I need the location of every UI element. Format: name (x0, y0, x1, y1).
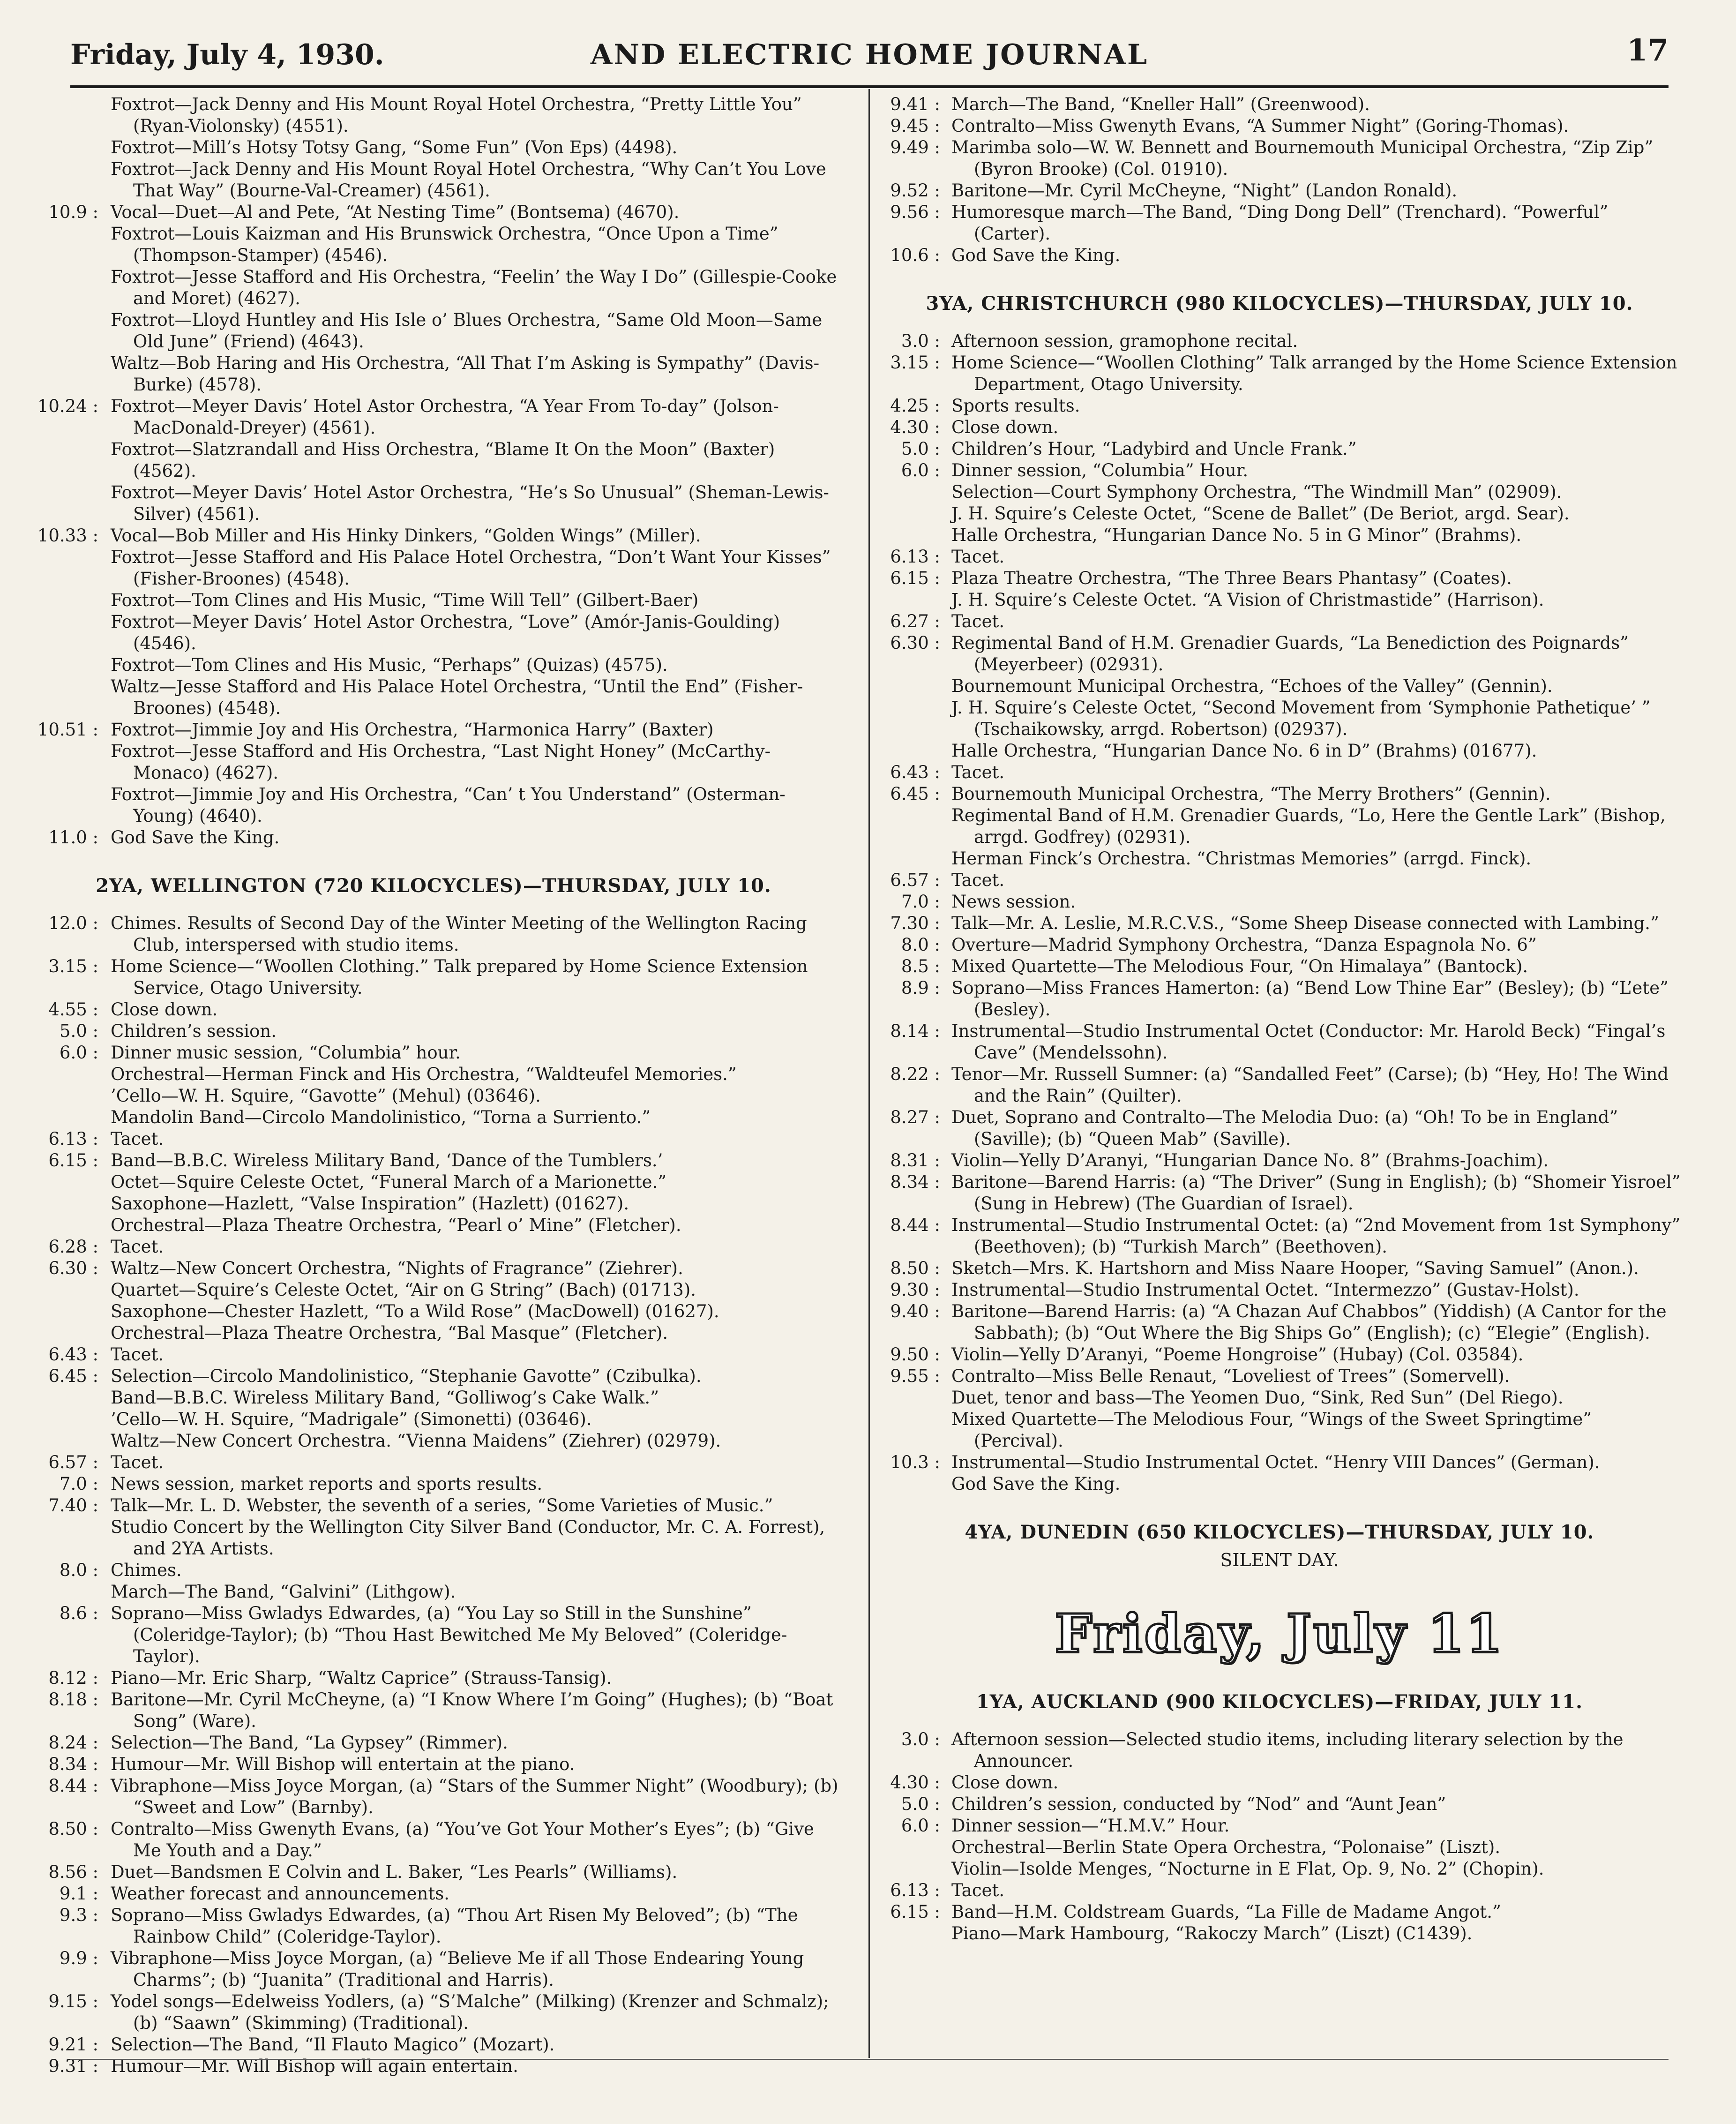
program-entry (876, 1107, 1683, 1150)
program-entry (28, 1128, 839, 1150)
program-entry (28, 1495, 839, 1560)
program-item: Marimba solo—W. W. Bennett and Bournemouth Municipal Orchestra, “Zip Zip” (Byron Brooke) (Col. 01910). (951, 137, 1654, 179)
program-entry (876, 94, 1683, 115)
program-time: 9.1 : (59, 1884, 98, 1904)
program-entry (876, 1279, 1683, 1301)
program-entry (876, 438, 1683, 460)
program-entry (876, 546, 1683, 568)
program-item: Orchestral—Plaza Theatre Orchestra, “Pearl o’ Mine” (Fletcher). (111, 1215, 681, 1235)
program-entry (28, 956, 839, 999)
program-entry (876, 934, 1683, 956)
program-time: 3.15 : (890, 353, 940, 373)
program-item: Tacet. (951, 1880, 1005, 1900)
program-item: Tacet. (111, 1129, 164, 1149)
program-item: Tacet. (951, 762, 1005, 782)
footer-rule (70, 2059, 1669, 2060)
program-item: Baritone—Mr. Cyril McCheyne, (a) “I Know Where I’m Going” (Hughes); (b) “Boat Song” (Ware). (111, 1689, 833, 1731)
program-time: 4.25 : (890, 396, 940, 416)
program-time: 9.52 : (890, 180, 940, 201)
program-item: Afternoon session—Selected studio items, including literary selection by the Announcer. (951, 1729, 1624, 1771)
program-time: 8.50 : (48, 1819, 98, 1839)
program-item: Dinner session—“H.M.V.” Hour. (951, 1816, 1230, 1836)
program-item: Duet—Bandsmen E Colvin and L. Baker, “Les Pearls” (Williams). (111, 1862, 678, 1882)
program-entry (876, 202, 1683, 245)
program-item: Band—B.B.C. Wireless Military Band, ‘Dance of the Tumblers.’ (111, 1150, 663, 1171)
program-time: 9.21 : (48, 2034, 98, 2055)
program-item: Halle Orchestra, “Hungarian Dance No. 6 in D” (Brahms) (01677). (951, 741, 1537, 761)
program-item: Soprano—Miss Gwladys Edwardes, (a) “Thou Art Risen My Beloved”; (b) “The Rainbow Child” (Coleridge-Taylor). (111, 1905, 798, 1947)
program-time: 6.15 : (890, 1902, 940, 1922)
program-entry (28, 1991, 839, 2034)
program-time: 9.50 : (890, 1344, 940, 1365)
program-item: Selection—Court Symphony Orchestra, “The Windmill Man” (02909). (951, 482, 1562, 502)
program-time: 6.28 : (48, 1237, 98, 1257)
column-divider (868, 89, 870, 2058)
program-item: Tacet. (111, 1452, 164, 1472)
program-time: 6.57 : (48, 1452, 98, 1472)
program-item: Baritone—Barend Harris: (a) “The Driver” (Sung in English); (b) “Shomeir Yisroel” (Sung in Hebrew) (The Guardian of Israel). (951, 1172, 1681, 1214)
program-item: Foxtrot—Jesse Stafford and His Palace Hotel Orchestra, “Don’t Want Your Kisses” (Fisher-Broones) (4548). (111, 547, 831, 589)
program-item: Herman Finck’s Orchestra. “Christmas Memories” (arrgd. Finck). (951, 848, 1532, 869)
program-time: 8.0 : (59, 1560, 98, 1580)
program-item: Soprano—Miss Frances Hamerton: (a) “Bend Low Thine Ear” (Besley); (b) “L’ete” (Besley). (951, 978, 1669, 1020)
program-item: Children’s session. (111, 1021, 277, 1041)
program-item: God Save the King. (951, 245, 1121, 265)
program-entry (876, 352, 1683, 395)
program-entry (876, 395, 1683, 417)
program-item: Tacet. (111, 1344, 164, 1365)
program-entry (876, 891, 1683, 913)
program-time: 9.31 : (48, 2056, 98, 2076)
program-entry (28, 1042, 839, 1128)
program-item: ’Cello—W. H. Squire, “Madrigale” (Simonetti) (03646). (111, 1409, 592, 1429)
program-time: 6.13 : (48, 1129, 98, 1149)
program-item: Instrumental—Studio Instrumental Octet: (a) “2nd Movement from 1st Symphony” (Beethoven); (b) “Turkish March” (Beethoven). (951, 1215, 1681, 1257)
program-time: 10.51 : (37, 720, 98, 740)
program-entry (876, 1794, 1683, 1815)
program-time: 3.0 : (901, 331, 940, 351)
program-time: 6.0 : (59, 1043, 98, 1063)
program-item: Foxtrot—Jack Denny and His Mount Royal Hotel Orchestra, “Why Can’t You Love That Way” (Bourne-Val-Creamer) (4561). (111, 159, 826, 201)
program-entry (28, 999, 839, 1021)
program-time: 6.0 : (901, 1816, 940, 1836)
program-item: Studio Concert by the Wellington City Silver Band (Conductor, Mr. C. A. Forrest), and 2YA Artists. (111, 1517, 825, 1559)
program-entry (28, 1473, 839, 1495)
program-item: Contralto—Miss Belle Renaut, “Loveliest of Trees” (Somervell). (951, 1366, 1510, 1386)
program-item: Instrumental—Studio Instrumental Octet. “Intermezzo” (Gustav-Holst). (951, 1280, 1579, 1300)
program-item: Home Science—“Woollen Clothing” Talk arranged by the Home Science Extension Department, Otago University. (951, 353, 1677, 394)
program-time: 9.41 : (890, 94, 940, 114)
program-entry (876, 1301, 1683, 1344)
program-entry (876, 1258, 1683, 1279)
program-item: Overture—Madrid Symphony Orchestra, “Danza Espagnola No. 6” (951, 935, 1537, 955)
program-time: 8.44 : (890, 1215, 940, 1235)
program-item: Halle Orchestra, “Hungarian Dance No. 5 in G Minor” (Brahms). (951, 525, 1522, 545)
program-item: Home Science—“Woollen Clothing.” Talk prepared by Home Science Extension Service, Otago University. (111, 956, 808, 998)
program-entry (876, 330, 1683, 352)
program-item: Instrumental—Studio Instrumental Octet. “Henry VIII Dances” (German). (951, 1452, 1600, 1472)
program-item: Quartet—Squire’s Celeste Octet, “Air on G String” (Bach) (01713). (111, 1280, 696, 1300)
page-number: 17 (1626, 33, 1669, 68)
program-entry (876, 611, 1683, 632)
program-time: 11.0 : (48, 827, 98, 848)
program-entry (876, 1815, 1683, 1880)
program-time: 7.40 : (48, 1495, 98, 1516)
program-time: 7.0 : (901, 892, 940, 912)
program-entry (28, 1775, 839, 1818)
program-entry (876, 417, 1683, 438)
program-item: Humour—Mr. Will Bishop will entertain at the piano. (111, 1754, 575, 1774)
program-item: Foxtrot—Jimmie Joy and His Orchestra, “Can’ t You Understand” (Osterman-Young) (4640). (111, 784, 786, 826)
program-entry (876, 245, 1683, 266)
program-item: God Save the King. (951, 1474, 1121, 1494)
program-item: Mandolin Band—Circolo Mandolinistico, “Torna a Surriento.” (111, 1107, 651, 1127)
program-entry (28, 1603, 839, 1667)
program-item: God Save the King. (111, 827, 280, 848)
program-entry (28, 1732, 839, 1754)
program-time: 9.15 : (48, 1991, 98, 2011)
program-item: Orchestral—Herman Finck and His Orchestra, “Waldteufel Memories.” (111, 1064, 737, 1084)
program-entry (28, 1344, 839, 1366)
program-entry (28, 1452, 839, 1473)
program-item: J. H. Squire’s Celeste Octet. “A Vision of Christmastide” (Harrison). (951, 590, 1544, 610)
program-time: 6.30 : (48, 1258, 98, 1278)
program-entry (876, 1880, 1683, 1901)
program-time: 8.34 : (890, 1172, 940, 1192)
program-entry (876, 913, 1683, 934)
program-time: 8.22 : (890, 1064, 940, 1084)
program-item: Tacet. (111, 1237, 164, 1257)
program-time: 6.45 : (48, 1366, 98, 1386)
program-time: 10.9 : (48, 202, 98, 222)
program-item: Sports results. (951, 396, 1080, 416)
program-item: Regimental Band of H.M. Grenadier Guards, “Lo, Here the Gentle Lark” (Bishop, arrgd. Godfrey) (02931). (951, 805, 1666, 847)
program-time: 5.0 : (901, 439, 940, 459)
program-time: 3.0 : (901, 1729, 940, 1749)
program-item: Duet, Soprano and Contralto—The Melodia Duo: (a) “Oh! To be in England” (Saville); (b) “Queen Mab” (Saville). (951, 1107, 1618, 1149)
program-entry (876, 956, 1683, 977)
program-item: Vocal—Bob Miller and His Hinky Dinkers, “Golden Wings” (Miller). (111, 525, 701, 546)
program-time: 9.3 : (59, 1905, 98, 1925)
program-entry (876, 632, 1683, 762)
header-date: Friday, July 4, 1930. (70, 38, 384, 71)
program-item: Talk—Mr. A. Leslie, M.R.C.V.S., “Some Sheep Disease connected with Lambing.” (951, 913, 1659, 933)
program-entry (876, 568, 1683, 611)
program-item: Talk—Mr. L. D. Webster, the seventh of a series, “Some Varieties of Music.” (111, 1495, 773, 1516)
program-entry (876, 1021, 1683, 1064)
program-time: 8.18 : (48, 1689, 98, 1710)
program-item: Selection—The Band, “Il Flauto Magico” (Mozart). (111, 2034, 555, 2055)
program-entry (876, 1215, 1683, 1258)
program-time: 8.12 : (48, 1668, 98, 1688)
program-time: 6.15 : (890, 568, 940, 588)
program-time: 9.45 : (890, 116, 940, 136)
program-entry (876, 115, 1683, 137)
program-item: Chimes. Results of Second Day of the Winter Meeting of the Wellington Racing Club, interspersed with studio items. (111, 913, 807, 955)
program-time: 6.43 : (890, 762, 940, 782)
program-item: Weather forecast and announcements. (111, 1884, 449, 1904)
program-item: Band—H.M. Coldstream Guards, “La Fille de Madame Angot.” (951, 1902, 1501, 1922)
program-time: 4.30 : (890, 417, 940, 437)
program-item: Soprano—Miss Gwladys Edwardes, (a) “You Lay so Still in the Sunshine” (Coleridge-Taylor); (b) “Thou Hast Bewitched Me My Beloved” (Coleridge-Taylor). (111, 1603, 787, 1666)
program-time: 12.0 : (48, 913, 98, 933)
program-time: 8.9 : (901, 978, 940, 998)
program-item: March—The Band, “Galvini” (Lithgow). (111, 1582, 456, 1602)
program-entry (876, 180, 1683, 202)
program-item: Dinner music session, “Columbia” hour. (111, 1043, 461, 1063)
program-item: Foxtrot—Meyer Davis’ Hotel Astor Orchestra, “He’s So Unusual” (Sheman-Lewis-Silver) (4561). (111, 482, 829, 524)
program-item: Foxtrot—Jimmie Joy and His Orchestra, “Harmonica Harry” (Baxter) (111, 720, 714, 740)
program-item: Instrumental—Studio Instrumental Octet (Conductor: Mr. Harold Beck) “Fingal’s Cave” (Mendelssohn). (951, 1021, 1666, 1063)
program-time: 8.14 : (890, 1021, 940, 1041)
program-item: Children’s Hour, “Ladybird and Uncle Frank.” (951, 439, 1357, 459)
program-time: 10.3 : (890, 1452, 940, 1472)
day-heading: Friday, July 11 (1055, 1603, 1504, 1665)
program-item: Bournemouth Municipal Orchestra, “The Merry Brothers” (Gennin). (951, 784, 1551, 804)
program-item: Vocal—Duet—Al and Pete, “At Nesting Time” (Bontsema) (4670). (111, 202, 680, 222)
program-item: Dinner session, “Columbia” Hour. (951, 460, 1249, 480)
program-item: Waltz—New Concert Orchestra, “Nights of Fragrance” (Ziehrer). (111, 1258, 683, 1278)
program-entry (28, 1818, 839, 1861)
program-item: Band—B.B.C. Wireless Military Band, “Golliwog’s Cake Walk.” (111, 1388, 659, 1408)
program-item: Violin—Yelly D’Aranyi, “Poeme Hongroise” (Hubay) (Col. 03584). (951, 1344, 1524, 1365)
program-time: 10.6 : (890, 245, 940, 265)
program-item: Piano—Mr. Eric Sharp, “Waltz Caprice” (Strauss-Tansig). (111, 1668, 612, 1688)
program-entry (876, 1171, 1683, 1215)
program-item: J. H. Squire’s Celeste Octet, “Second Movement from ‘Symphonie Pathetique’ ” (Tschaikowsky, arrgd. Robertson) (02937). (951, 698, 1651, 739)
program-item: Foxtrot—Jack Denny and His Mount Royal Hotel Orchestra, “Pretty Little You” (Ryan-Violonsky) (4551). (111, 94, 802, 136)
program-item: Waltz—Jesse Stafford and His Palace Hotel Orchestra, “Until the End” (Fisher-Broones) (4548). (111, 676, 803, 718)
program-entry (876, 762, 1683, 783)
program-entry (28, 1021, 839, 1042)
program-time: 8.34 : (48, 1754, 98, 1774)
program-item: Foxtrot—Meyer Davis’ Hotel Astor Orchestra, “A Year From To-day” (Jolson-MacDonald-Dreyer) (4561). (111, 396, 779, 438)
program-entry (28, 719, 839, 827)
program-time: 9.9 : (59, 1948, 98, 1968)
program-item: Foxtrot—Slatzrandall and Hiss Orchestra, “Blame It On the Moon” (Baxter) (4562). (111, 439, 775, 481)
program-item: Afternoon session, gramophone recital. (951, 331, 1298, 351)
program-entry (28, 202, 839, 396)
program-time: 10.24 : (37, 396, 98, 416)
program-entry (876, 460, 1683, 546)
program-time: 9.56 : (890, 202, 940, 222)
program-item: Violin—Yelly D’Aranyi, “Hungarian Dance No. 8” (Brahms-Joachim). (951, 1150, 1549, 1171)
program-time: 8.56 : (48, 1862, 98, 1882)
program-item: Saxophone—Chester Hazlett, “To a Wild Rose” (MacDowell) (01627). (111, 1301, 719, 1321)
program-time: 8.50 : (890, 1258, 940, 1278)
program-time: 5.0 : (59, 1021, 98, 1041)
header-title: AND ELECTRIC HOME JOURNAL (590, 38, 1149, 71)
program-time: 6.45 : (890, 784, 940, 804)
program-entry (876, 1366, 1683, 1452)
program-time: 9.30 : (890, 1280, 940, 1300)
program-time: 6.13 : (890, 1880, 940, 1900)
program-item: Close down. (951, 417, 1059, 437)
program-item: Close down. (951, 1772, 1059, 1793)
program-entry (28, 1754, 839, 1775)
program-entry (28, 913, 839, 956)
program-item: Foxtrot—Lloyd Huntley and His Isle o’ Blues Orchestra, “Same Old Moon—Same Old June” (Friend) (4643). (111, 310, 823, 352)
program-item: Vibraphone—Miss Joyce Morgan, (a) “Believe Me if all Those Endearing Young Charms”; (b) “Juanita” (Traditional and Harris). (111, 1948, 804, 1990)
program-item: Tacet. (951, 611, 1005, 631)
program-item: ’Cello—W. H. Squire, “Gavotte” (Mehul) (03646). (111, 1086, 541, 1106)
program-time: 6.27 : (890, 611, 940, 631)
program-time: 8.5 : (901, 956, 940, 976)
program-entry (28, 1883, 839, 1905)
program-time: 4.55 : (48, 999, 98, 1020)
program-entry (876, 1150, 1683, 1171)
program-item: March—The Band, “Kneller Hall” (Greenwood). (951, 94, 1370, 114)
station-note: SILENT DAY. (1220, 1550, 1339, 1570)
program-entry (28, 1861, 839, 1883)
program-item: Plaza Theatre Orchestra, “The Three Bears Phantasy” (Coates). (951, 568, 1512, 588)
program-item: Close down. (111, 999, 218, 1020)
program-time: 8.24 : (48, 1733, 98, 1753)
program-item: Humoresque march—The Band, “Ding Dong Dell” (Trenchard). “Powerful” (Carter). (951, 202, 1609, 244)
program-item: Tacet. (951, 870, 1005, 890)
program-item: Orchestral—Plaza Theatre Orchestra, “Bal Masque” (Fletcher). (111, 1323, 668, 1343)
program-time: 4.30 : (890, 1772, 940, 1793)
program-item: Baritone—Mr. Cyril McCheyne, “Night” (Landon Ronald). (951, 180, 1458, 201)
program-time: 9.40 : (890, 1301, 940, 1321)
program-item: Foxtrot—Mill’s Hotsy Totsy Gang, “Some Fun” (Von Eps) (4498). (111, 137, 678, 158)
left-column (28, 94, 839, 2077)
station-heading: 3YA, CHRISTCHURCH (980 KILOCYCLES)—THURSDAY, JULY 10. (926, 293, 1633, 315)
program-entry (28, 827, 839, 848)
program-item: Bournemount Municipal Orchestra, “Echoes of the Valley” (Gennin). (951, 676, 1553, 696)
program-item: Sketch—Mrs. K. Hartshorn and Miss Naare Hooper, “Saving Samuel” (Anon.). (951, 1258, 1639, 1278)
program-time: 9.49 : (890, 137, 940, 158)
program-item: Vibraphone—Miss Joyce Morgan, (a) “Stars of the Summer Night” (Woodbury); (b) “Sweet and Low” (Barnby). (111, 1776, 838, 1817)
program-entry (28, 1258, 839, 1344)
program-time: 8.27 : (890, 1107, 940, 1127)
program-entry (28, 2034, 839, 2056)
program-item: Foxtrot—Tom Clines and His Music, “Perhaps” (Quizas) (4575). (111, 655, 668, 675)
program-entry (28, 1366, 839, 1452)
program-entry (876, 1344, 1683, 1366)
station-heading: 1YA, AUCKLAND (900 KILOCYCLES)—FRIDAY, JULY 11. (976, 1691, 1583, 1713)
right-column (876, 94, 1683, 1944)
program-item: J. H. Squire’s Celeste Octet, “Scene de Ballet” (De Beriot, argd. Sear). (951, 503, 1570, 524)
program-item: Yodel songs—Edelweiss Yodlers, (a) “S’Malche” (Milking) (Krenzer and Schmalz); (b) “Saawn” (Skimming) (Traditional). (111, 1991, 829, 2033)
program-time: 6.43 : (48, 1344, 98, 1365)
program-entry (876, 1452, 1683, 1495)
program-time: 6.13 : (890, 547, 940, 567)
program-item: Foxtrot—Jesse Stafford and His Orchestra, “Feelin’ the Way I Do” (Gillespie-Cooke and Moret) (4627). (111, 267, 837, 308)
program-item: Selection—The Band, “La Gypsey” (Rimmer). (111, 1733, 508, 1753)
program-item: Chimes. (111, 1560, 182, 1580)
program-entry (28, 1905, 839, 1948)
program-item: Saxophone—Hazlett, “Valse Inspiration” (Hazlett) (01627). (111, 1193, 629, 1214)
program-time: 8.44 : (48, 1776, 98, 1796)
program-entry (28, 94, 839, 202)
program-time: 8.0 : (901, 935, 940, 955)
program-item: Foxtrot—Meyer Davis’ Hotel Astor Orchestra, “Love” (Amór-Janis-Goulding) (4546). (111, 612, 780, 653)
program-entry (876, 1901, 1683, 1944)
program-item: Mixed Quartette—The Melodious Four, “Wings of the Sweet Springtime” (Percival). (951, 1409, 1592, 1451)
program-item: Octet—Squire Celeste Octet, “Funeral March of a Marionette.” (111, 1172, 667, 1192)
program-item: Piano—Mark Hambourg, “Rakoczy March” (Liszt) (C1439). (951, 1923, 1473, 1944)
program-time: 6.0 : (901, 460, 940, 480)
program-item: Children’s session, conducted by “Nod” and “Aunt Jean” (951, 1794, 1446, 1814)
program-entry (876, 870, 1683, 891)
program-time: 7.0 : (59, 1474, 98, 1494)
program-time: 8.6 : (59, 1603, 98, 1623)
program-entry (28, 1689, 839, 1732)
program-item: Baritone—Barend Harris: (a) “A Chazan Auf Chabbos” (Yiddish) (A Cantor for the Sabbath); (b) “Out Where the Big Ships Go” (English); (c) “Elegie” (English). (951, 1301, 1667, 1343)
program-item: Violin—Isolde Menges, “Nocturne in E Flat, Op. 9, No. 2” (Chopin). (951, 1859, 1544, 1879)
program-entry (28, 1236, 839, 1258)
program-entry (876, 137, 1683, 180)
program-item: Foxtrot—Tom Clines and His Music, “Time Will Tell” (Gilbert-Baer) (111, 590, 699, 610)
program-time: 7.30 : (890, 913, 940, 933)
program-item: Waltz—Bob Haring and His Orchestra, “All That I’m Asking is Sympathy” (Davis-Burke) (4578). (111, 353, 820, 395)
program-time: 10.33 : (37, 525, 98, 546)
program-item: Humour—Mr. Will Bishop will again entertain. (111, 2056, 518, 2076)
station-heading: 2YA, WELLINGTON (720 KILOCYCLES)—THURSDAY, JULY 10. (96, 875, 771, 897)
program-time: 9.55 : (890, 1366, 940, 1386)
program-entry (28, 1948, 839, 1991)
program-item: Orchestral—Berlin State Opera Orchestra, “Polonaise” (Liszt). (951, 1837, 1501, 1857)
program-item: Tacet. (951, 547, 1005, 567)
program-entry (28, 396, 839, 525)
program-item: Foxtrot—Louis Kaizman and His Brunswick Orchestra, “Once Upon a Time” (Thompson-Stamper) (4546). (111, 224, 778, 265)
program-item: Regimental Band of H.M. Grenadier Guards, “La Benediction des Poignards” (Meyerbeer) (02931). (951, 633, 1629, 675)
program-item: News session, market reports and sports results. (111, 1474, 543, 1494)
program-entry (28, 525, 839, 719)
program-entry (876, 1772, 1683, 1794)
program-time: 6.30 : (890, 633, 940, 653)
program-item: Waltz—New Concert Orchestra. “Vienna Maidens” (Ziehrer) (02979). (111, 1431, 721, 1451)
program-entry (876, 783, 1683, 870)
page-header (70, 30, 1669, 77)
program-item: Tenor—Mr. Russell Sumner: (a) “Sandalled Feet” (Carse); (b) “Hey, Ho! The Wind and the Rain” (Quilter). (951, 1064, 1669, 1106)
program-entry (876, 977, 1683, 1021)
program-entry (876, 1729, 1683, 1772)
program-item: Selection—Circolo Mandolinistico, “Stephanie Gavotte” (Czibulka). (111, 1366, 702, 1386)
header-rule (70, 85, 1669, 88)
program-time: 6.57 : (890, 870, 940, 890)
program-time: 3.15 : (48, 956, 98, 976)
program-item: Contralto—Miss Gwenyth Evans, “A Summer Night” (Goring-Thomas). (951, 116, 1569, 136)
program-time: 8.31 : (890, 1150, 940, 1171)
program-item: Duet, tenor and bass—The Yeomen Duo, “Sink, Red Sun” (Del Riego). (951, 1388, 1564, 1408)
program-item: Mixed Quartette—The Melodious Four, “On Himalaya” (Bantock). (951, 956, 1528, 976)
program-time: 6.15 : (48, 1150, 98, 1171)
program-item: Contralto—Miss Gwenyth Evans, (a) “You’ve Got Your Mother’s Eyes”; (b) “Give Me Youth and a Day.” (111, 1819, 814, 1861)
program-item: News session. (951, 892, 1076, 912)
station-heading: 4YA, DUNEDIN (650 KILOCYCLES)—THURSDAY, JULY 10. (965, 1521, 1594, 1543)
program-item: Foxtrot—Jesse Stafford and His Orchestra, “Last Night Honey” (McCarthy-Monaco) (4627). (111, 741, 771, 783)
program-entry (876, 1064, 1683, 1107)
program-entry (28, 1667, 839, 1689)
program-entry (28, 1560, 839, 1603)
program-time: 5.0 : (901, 1794, 940, 1814)
program-entry (28, 1150, 839, 1236)
